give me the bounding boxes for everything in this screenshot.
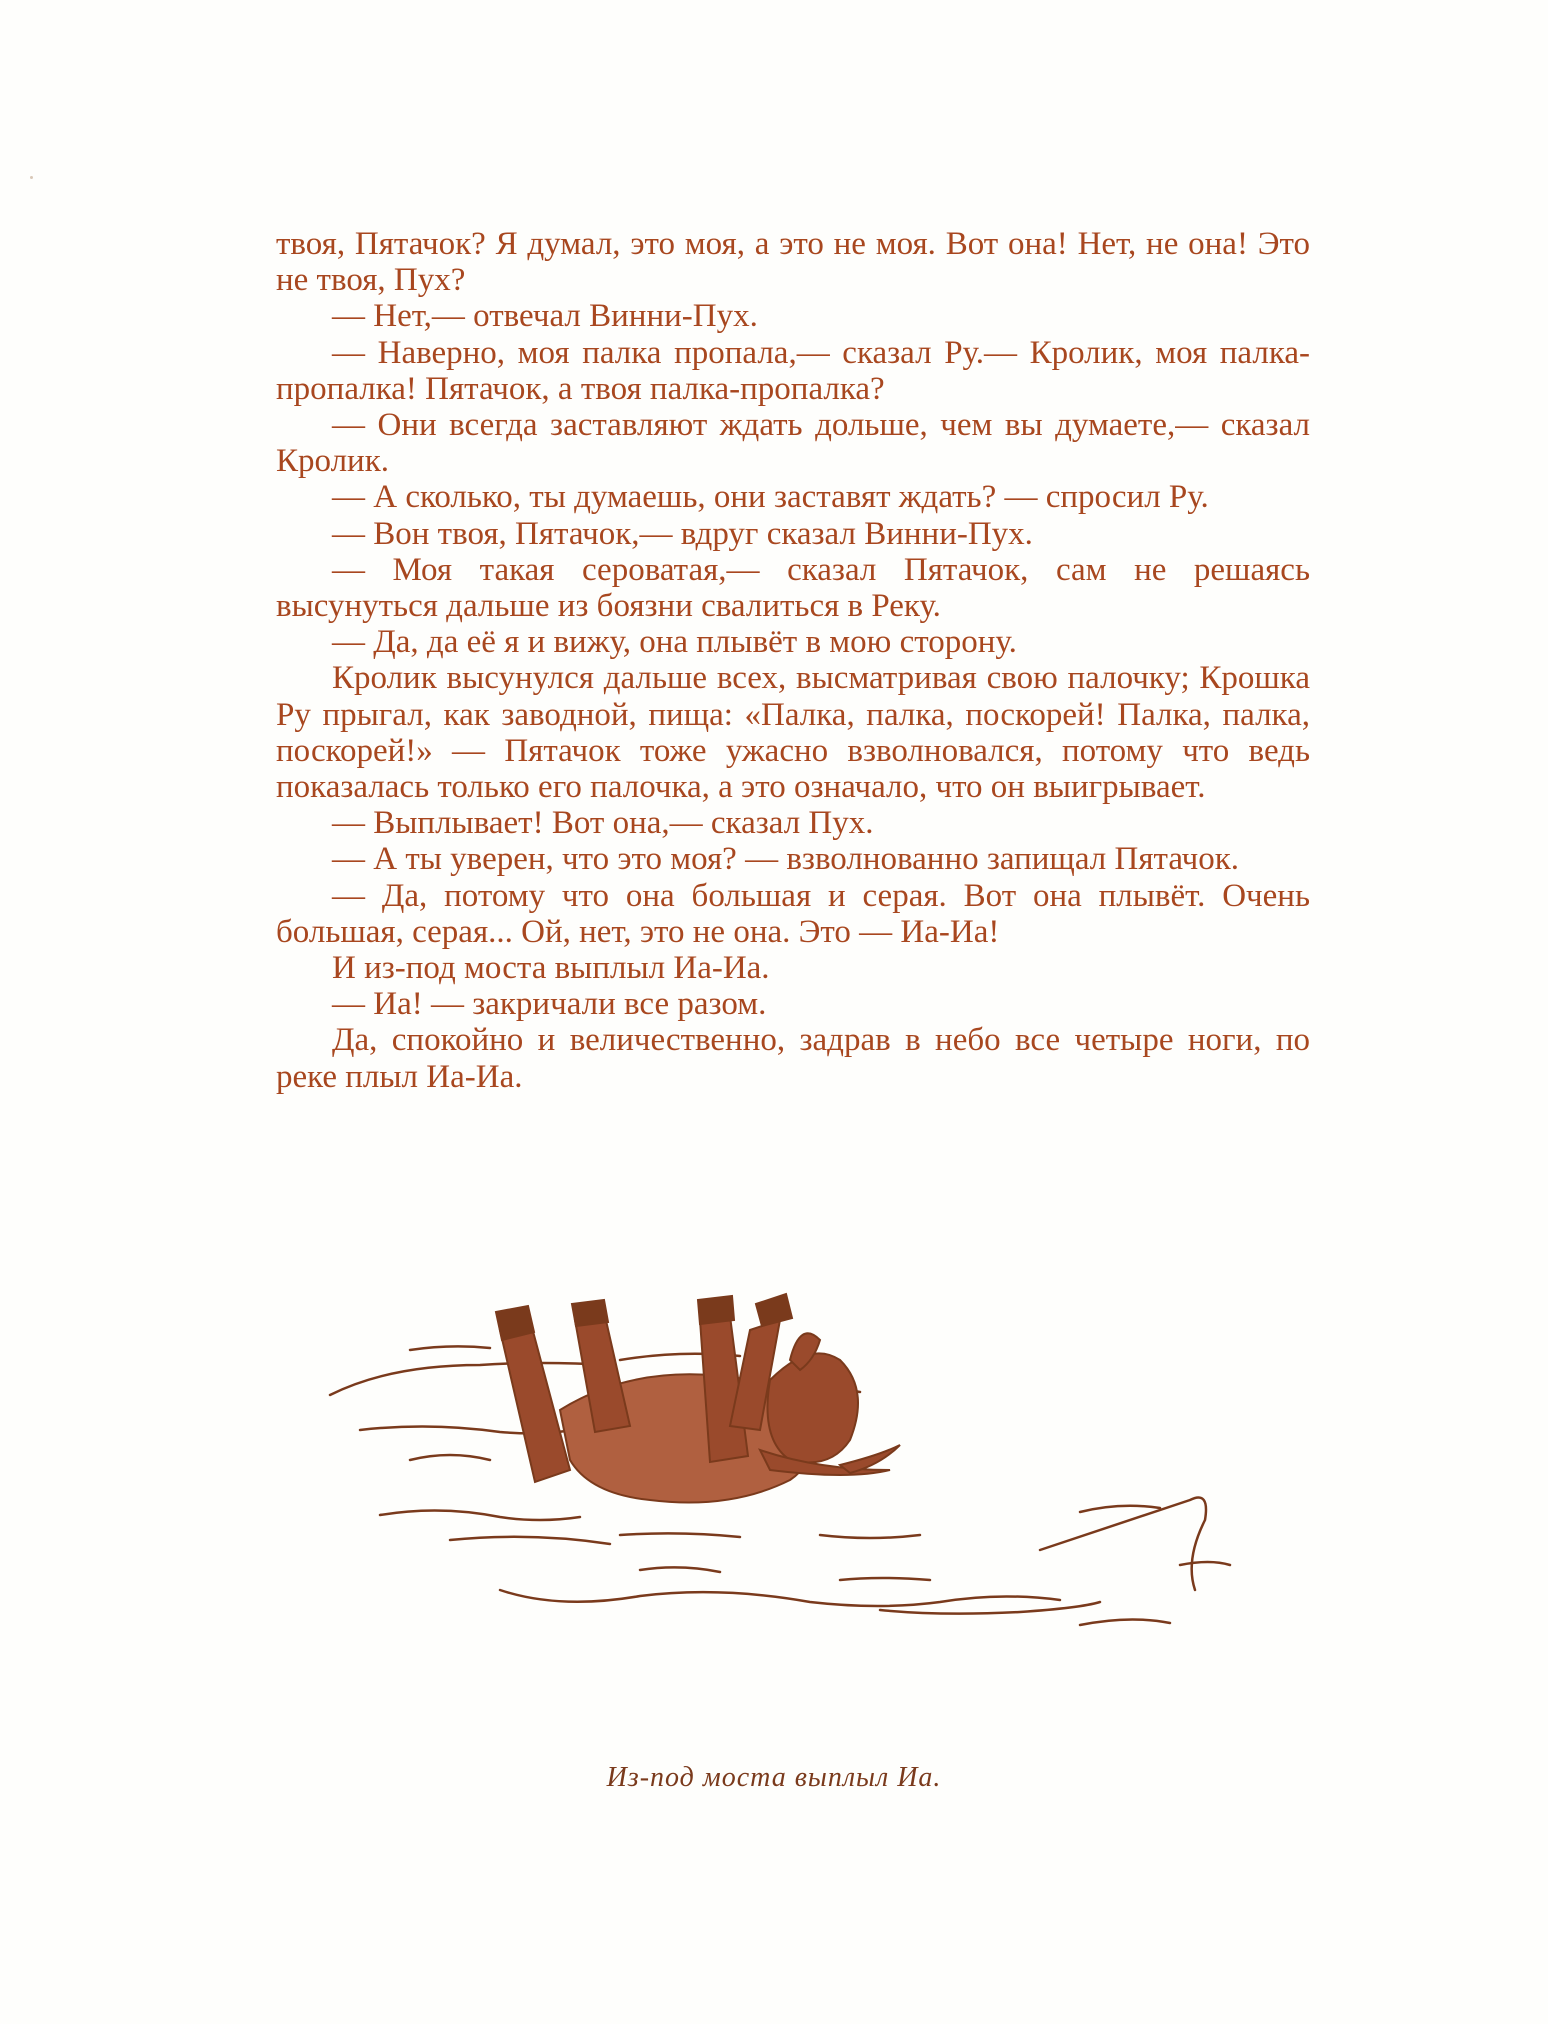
paragraph: — Иа! — закричали все разом.: [332, 986, 767, 1023]
eeyore-floating-illustration: [320, 1290, 1260, 1680]
paragraph: — Наверно, моя палка пропала,— сказал Ру.— Кролик, моя палка-пропалка! Пятачок, а твоя палка-пропалка?: [276, 334, 1310, 407]
paragraph: — Они всегда заставляют ждать дольше, чем вы думаете,— сказал Кролик.: [276, 407, 1310, 480]
paragraph: И из-под моста выплыл Иа-Иа.: [332, 950, 770, 987]
paragraph: — Вон твоя, Пятачок,— вдруг сказал Винни-Пух.: [332, 515, 1033, 552]
paragraph: — А сколько, ты думаешь, они заставят ждать? — спросил Ру.: [332, 479, 1209, 516]
paragraph: — Нет,— отвечал Винни-Пух.: [332, 298, 758, 335]
paragraph: твоя, Пятачок? Я думал, это моя, а это не моя. Вот она! Нет, не она! Это не твоя, Пух?: [276, 226, 1310, 299]
paragraph: — А ты уверен, что это моя? — взволнованно запищал Пятачок.: [332, 841, 1240, 878]
paragraph: — Да, да её я и вижу, она плывёт в мою сторону.: [332, 624, 1017, 661]
eeyore-figure: [496, 1294, 900, 1503]
paragraph: Да, спокойно и величественно, задрав в небо все четыре ноги, по реке плыл Иа-Иа.: [276, 1022, 1310, 1095]
illustration-caption: Из-под моста выплыл Иа.: [606, 1762, 942, 1793]
paragraph: Кролик высунулся дальше всех, высматривая свою палочку; Крошка Ру прыгал, как заводной, пища: «Палка, палка, поскорей! Палка, палка, поскорей!» — Пятачок тоже ужасно взволновался, потому что ведь показалась только его палочка, а это означало, что он выигрывает.: [276, 660, 1310, 806]
paragraph: — Выплывает! Вот она,— сказал Пух.: [332, 805, 874, 842]
paragraph: — Моя такая сероватая,— сказал Пятачок, сам не решаясь высунуться дальше из боязни свалиться в Реку.: [276, 551, 1310, 625]
paper-speck: [30, 176, 33, 179]
paragraph: — Да, потому что она большая и серая. Вот она плывёт. Очень большая, серая... Ой, нет, это не она. Это — Иа-Иа!: [276, 877, 1310, 950]
story-text: [276, 226, 1310, 1095]
